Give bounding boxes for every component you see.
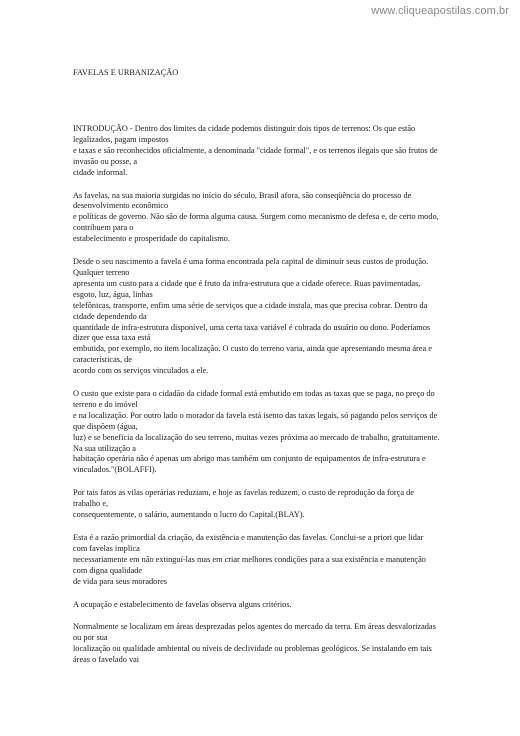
text-line: características, de — [73, 355, 132, 365]
text-line: Esta é a razão primordial da criação, da existência e manutenção das favelas. Conclui-se a priori que lidar — [73, 533, 424, 542]
text-line: Desde o seu nascimento a favela é uma forma encontrada pela capital de diminuir seus custos de produção. — [73, 257, 429, 267]
paragraph — [73, 622, 457, 666]
text-line: Normalmente se localizam em áreas desprezadas pelos agentes do mercado da terra. Em áreas desvalorizadas — [73, 622, 436, 632]
text-line: A ocupação e estabelecimento de favelas observa alguns critérios. — [73, 599, 292, 609]
text-line: localização ou qualidade ambiental ou níveis de declividade ou problemas geológicos. Se instalando em tais — [73, 644, 432, 654]
text-line: esgoto, luz, água, linhas — [73, 289, 153, 299]
text-line: legalizados, pagam impostos — [73, 134, 169, 144]
text-line: dizer que essa taxa está — [73, 333, 151, 343]
paragraph — [73, 488, 457, 521]
text-line: Na sua utilização a — [73, 443, 136, 453]
text-line: com favelas implica — [73, 543, 140, 553]
paragraph — [73, 389, 457, 476]
text-line: vinculados."(BOLAFFI). — [73, 465, 157, 475]
paragraph — [73, 191, 457, 246]
text-line: terreno e do imóvel — [73, 399, 138, 409]
text-line: quantidade de infra-estrutura disponível, uma certa taxa variável é cobrada do usuário ou dono. Poderíamos — [73, 322, 431, 332]
text-line: trabalho e, — [73, 499, 109, 509]
text-line: estabelecimento e prosperidade do capitalismo. — [73, 234, 230, 244]
text-line: apresenta um custo para a cidade que é fruto da infra-estrutura que a cidade oferece. Ruas pavimentadas, — [73, 278, 421, 288]
text-line: que dispõem (água, — [73, 421, 138, 431]
text-line: desenvolvimento econômico — [73, 201, 169, 211]
text-line: embutida, por exemplo, no item localização. O custo do terreno varia, ainda que apresentando mesma área e — [73, 344, 432, 354]
text-line: acordo com os serviços vinculados a ele. — [73, 366, 209, 376]
text-line: INTRODUÇÃO - Dentro dos limites da cidade podemos distinguir dois tipos de terrenos: Os que estão — [73, 124, 416, 133]
document-body — [73, 124, 457, 666]
document-title: FAVELAS E URBANIZAÇÃO — [73, 68, 179, 77]
text-line: As favelas, na sua maioria surgidas no início do século, Brasil afora, são conseqüência do processo de — [73, 190, 412, 200]
paragraph — [73, 124, 457, 179]
text-line: cidade dependendo da — [73, 311, 147, 321]
text-line: luz) e se beneficia da localização do seu terreno, muitas vezes próxima ao mercado de trabalho, gratuitamente. — [73, 432, 440, 442]
text-line: invasão ou posse, a — [73, 156, 138, 166]
text-line: cidade informal. — [73, 167, 128, 177]
text-line: Por tais fatos as vilas operárias reduziam, e hoje as favelas reduzem, o custo de reprodução da força de — [73, 488, 414, 498]
text-line: e políticas de governo. Não são de forma alguma causa. Surgem como mecanismo de defesa e, de certo modo, — [73, 212, 439, 222]
text-line: necessariamente em não extinguí-las mas em criar melhores condições para a sua existência e manutenção — [73, 554, 426, 564]
document-page — [73, 67, 457, 678]
text-line: habitação operária não é apenas um abrigo mas também um conjunto de equipamentos de infra-estrutura e — [73, 454, 426, 464]
paragraph — [73, 533, 457, 588]
text-line: Qualquer terreno — [73, 267, 130, 277]
text-line: consequentemente, o salário, aumentando o lucro do Capital.(BLAY). — [73, 510, 305, 520]
text-line: de vida para seus moradores — [73, 576, 167, 586]
text-line: com digna qualidade — [73, 565, 143, 575]
paragraph — [73, 257, 457, 377]
text-line: contribuem para o — [73, 223, 134, 233]
text-line: áreas o favelado vai — [73, 655, 140, 665]
site-watermark: www.cliqueapostilas.com.br — [371, 5, 509, 17]
text-line: O custo que existe para o cidadão da cidade formal está embutido em todas as taxas que se paga, no preço do — [73, 389, 435, 399]
text-line: telefônicas, transporte, enfim uma série de serviços que a cidade instala, mas que precisa cobrar. Dentro da — [73, 300, 428, 310]
text-line: e na localização. Por outro lado o morador da favela está isento das taxas legais, só pagando pelos serviços de — [73, 410, 438, 420]
text-line: ou por sua — [73, 633, 108, 643]
paragraph — [73, 600, 457, 611]
text-line: e taxas e são reconhecidos oficialmente, a denominada "cidade formal", e os terrenos ilegais que são frutos de — [73, 145, 438, 155]
